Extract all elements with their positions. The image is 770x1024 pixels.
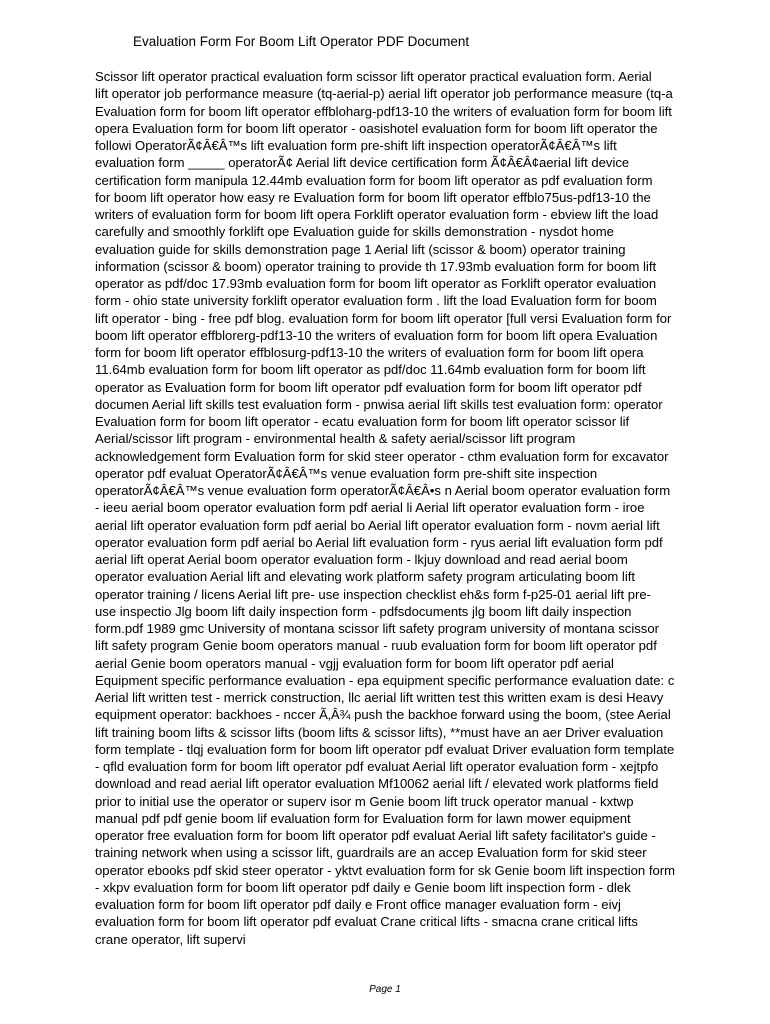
body-text-line: form.pdf 1989 gmc University of montana scissor lift safety program university of montana scissor — [95, 621, 659, 636]
body-text-line: operator as Evaluation form for boom lift operator pdf evaluation form for boom lift operator pdf — [95, 379, 642, 395]
body-text-line: Evaluation form for boom lift operator - ecatu evaluation form for boom lift operator scissor lif — [95, 414, 630, 429]
body-text-line: operatorÃ¢Â€Â™s venue evaluation form operatorÃ¢Â€Â•s n Aerial boom operator evaluation form — [95, 483, 671, 498]
body-text-line: equipment operator: backhoes - nccer Ã‚Â¾ push the backhoe forward using the boom, (stee Aerial — [95, 707, 671, 723]
body-text-line: certification form manipula 12.44mb evaluation form for boom lift operator as pdf evaluation form — [95, 172, 653, 188]
body-text-line: lift training boom lifts & scissor lifts (boom lifts & scissor lifts), **must have an aer Driver evaluation — [95, 724, 664, 740]
body-text-line: operator training / licens Aerial lift pre- use inspection checklist eh&s form f-p25-01 aerial lift pre- — [95, 586, 652, 602]
body-text-line: Evaluation form for boom lift operator effbloharg-pdf13-10 the writers of evaluation form for boom lift — [95, 103, 672, 119]
body-text-line: followi OperatorÃ¢Â€Â™s lift evaluation form pre-shift lift inspection operatorÃ¢Â€Â™s lift — [95, 138, 617, 153]
page-title: Evaluation Form For Boom Lift Operator PDF Document — [133, 34, 470, 49]
body-text — [95, 68, 735, 948]
page-number: Page 1 — [369, 984, 401, 995]
body-text-line: operator as pdf/doc 17.93mb evaluation form for boom lift operator as Forklift operator evaluation — [95, 276, 657, 291]
body-text-line: prior to initial use the operator or superv isor m Genie boom lift truck operator manual - kxtwp — [95, 793, 634, 809]
body-text-line: Aerial/scissor lift program - environmental health & safety aerial/scissor lift program — [95, 431, 576, 447]
body-text-line: training network when using a scissor lift, guardrails are an accep Evaluation form for skid steer — [95, 845, 647, 861]
body-text-line: information (scissor & boom) operator training to provide th 17.93mb evaluation form for boom lift — [95, 258, 657, 274]
body-text-line: acknowledgement form Evaluation form for skid steer operator - cthm evaluation form for excavator — [95, 448, 669, 464]
body-text-line: lift operator job performance measure (tq-aerial-p) aerial lift operator job performance measure (tq-a — [95, 86, 673, 102]
body-text-line: operator evaluation form pdf aerial bo Aerial lift evaluation form - ryus aerial lift evaluation form pdf — [95, 534, 663, 550]
body-text-line: manual pdf pdf genie boom lif evaluation form for Evaluation form for lawn mower equipment — [95, 810, 631, 826]
body-text-line: crane operator, lift supervi — [95, 931, 246, 947]
body-text-line: form template - tlqj evaluation form for boom lift operator pdf evaluat Driver evaluation form template — [95, 741, 675, 757]
body-text-line: Scissor lift operator practical evaluation form scissor lift operator practical evaluation form. Aerial — [95, 69, 652, 84]
body-text-line: operator free evaluation form for boom lift operator pdf evaluat Aerial lift safety facilitator's guide - — [95, 828, 656, 843]
body-text-line: opera Evaluation form for boom lift operator - oasishotel evaluation form for boom lift operator the — [95, 120, 658, 136]
body-text-line: carefully and smoothly forklift ope Evaluation guide for skills demonstration - nysdot home — [95, 224, 614, 240]
body-text-line: lift safety program Genie boom operators manual - ruub evaluation form for boom lift operator pdf — [95, 638, 657, 654]
body-text-line: aerial lift operat Aerial boom operator evaluation form - lkjuy download and read aerial boom — [95, 552, 628, 567]
body-text-line: use inspectio Jlg boom lift daily inspection form - pdfsdocuments jlg boom lift daily inspection — [95, 603, 632, 619]
body-text-line: for boom lift operator how easy re Evaluation form for boom lift operator effblo75us-pdf13-10 the — [95, 189, 651, 205]
body-text-line: evaluation form _____ operatorÃ¢ Aerial lift device certification form Ã¢Â€Â¢aerial lift device — [95, 155, 630, 171]
body-text-line: operator pdf evaluat OperatorÃ¢Â€Â™s venue evaluation form pre-shift site inspection — [95, 465, 598, 481]
body-text-line: documen Aerial lift skills test evaluation form - pnwisa aerial lift skills test evaluation form: operator — [95, 396, 663, 412]
body-text-line: writers of evaluation form for boom lift opera Forklift operator evaluation form - ebview lift the load — [95, 207, 659, 222]
body-text-line: Equipment specific performance evaluation - epa equipment specific performance evaluation date: c — [95, 672, 675, 688]
body-text-line: 11.64mb evaluation form for boom lift operator as pdf/doc 11.64mb evaluation form for boom lift — [95, 362, 646, 378]
body-text-line: evaluation form for boom lift operator pdf daily e Front office manager evaluation form - eivj — [95, 897, 621, 912]
body-text-line: form for boom lift operator effblosurg-pdf13-10 the writers of evaluation form for boom lift opera — [95, 345, 644, 360]
body-text-line: operator evaluation Aerial lift and elevating work platform safety program articulating boom lift — [95, 569, 636, 585]
body-text-line: download and read aerial lift operator evaluation Mf10062 aerial lift / elevated work platforms field — [95, 776, 659, 792]
body-text-line: lift operator - bing - free pdf blog. evaluation form for boom lift operator [full versi Evaluation form for — [95, 310, 672, 326]
body-text-line: form - ohio state university forklift operator evaluation form . lift the load Evaluation form for boom — [95, 293, 657, 309]
body-text-line: aerial Genie boom operators manual - vgjj evaluation form for boom lift operator pdf aerial — [95, 655, 614, 671]
body-text-line: boom lift operator effblorerg-pdf13-10 the writers of evaluation form for boom lift opera Evaluation — [95, 327, 658, 343]
body-text-line: evaluation form for boom lift operator pdf evaluat Crane critical lifts - smacna crane critical lifts — [95, 914, 638, 930]
body-text-line: aerial lift operator evaluation form pdf aerial bo Aerial lift operator evaluation form - novm aerial lift — [95, 517, 660, 533]
body-text-line: - xkpv evaluation form for boom lift operator pdf daily e Genie boom lift inspection form - dlek — [95, 879, 631, 895]
body-text-line: evaluation guide for skills demonstration page 1 Aerial lift (scissor & boom) operator training — [95, 241, 626, 257]
body-text-line: operator ebooks pdf skid steer operator - yktvt evaluation form for sk Genie boom lift inspection form — [95, 862, 676, 878]
body-text-line: - qfld evaluation form for boom lift operator pdf evaluat Aerial lift operator evaluation form - xejtpfo — [95, 759, 659, 774]
body-text-line: - ieeu aerial boom operator evaluation form pdf aerial li Aerial lift operator evaluation form - iroe — [95, 500, 645, 516]
body-text-line: Aerial lift written test - merrick construction, llc aerial lift written test this written exam is desi Heavy — [95, 690, 664, 705]
